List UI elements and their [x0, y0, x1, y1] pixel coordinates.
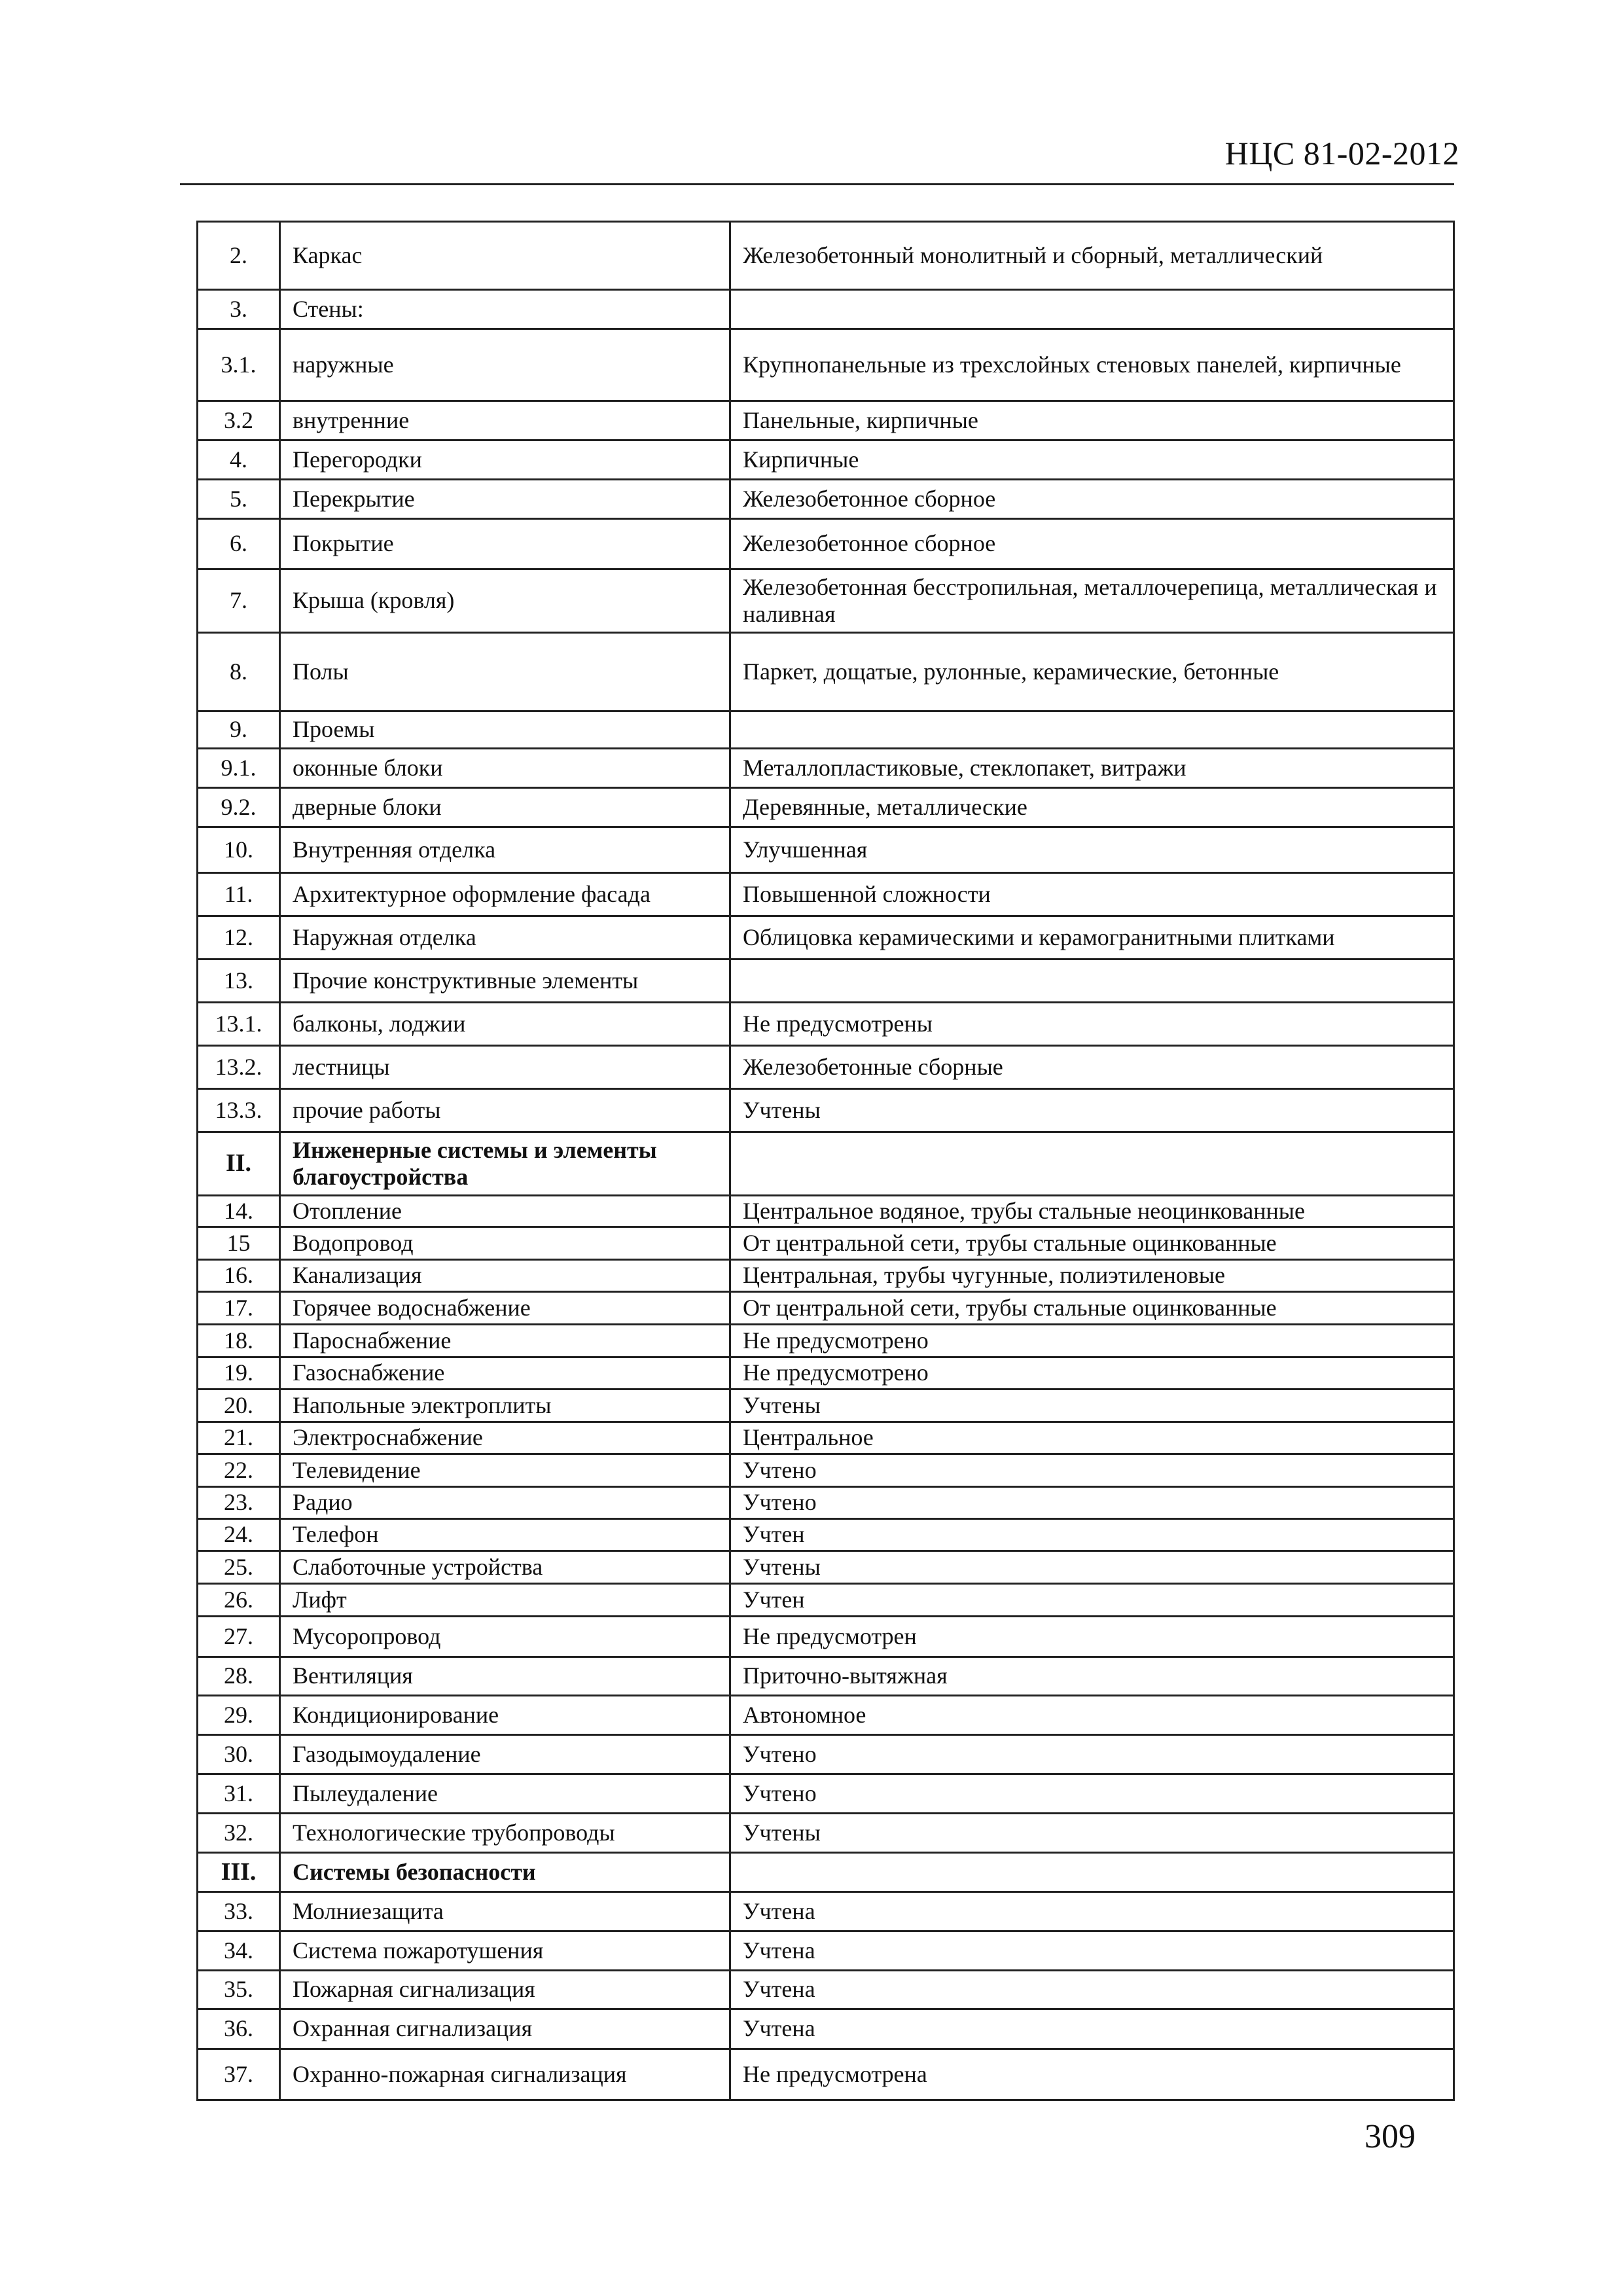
table-row	[198, 329, 1454, 401]
element-name: Телефон	[280, 1519, 730, 1551]
element-value: Панельные, кирпичные	[730, 401, 1454, 440]
element-name: Инженерные системы и элементы благоустройства	[280, 1132, 730, 1196]
table-row	[198, 440, 1454, 480]
element-value: Центральное водяное, трубы стальные неоцинкованные	[730, 1196, 1454, 1227]
element-name: Наружная отделка	[280, 916, 730, 960]
element-value: Не предусмотрено	[730, 1357, 1454, 1390]
table-row	[198, 1584, 1454, 1617]
element-name: Покрытие	[280, 519, 730, 569]
row-number: 5.	[198, 480, 280, 519]
table-row	[198, 1931, 1454, 1971]
table-row	[198, 711, 1454, 749]
element-value: Железобетонное сборное	[730, 480, 1454, 519]
element-name: Кондиционирование	[280, 1696, 730, 1735]
section-row	[198, 1132, 1454, 1196]
element-value: Учтено	[730, 1454, 1454, 1487]
table-row	[198, 960, 1454, 1003]
row-number: 9.2.	[198, 788, 280, 827]
element-value: Металлопластиковые, стеклопакет, витражи	[730, 749, 1454, 788]
row-number: 21.	[198, 1422, 280, 1454]
row-number: 25.	[198, 1551, 280, 1584]
table-row	[198, 633, 1454, 711]
element-value: Железобетонная бесстропильная, металлочерепица, металлическая и наливная	[730, 569, 1454, 633]
element-name: Газоснабжение	[280, 1357, 730, 1390]
element-value: Учтено	[730, 1735, 1454, 1774]
row-number: 22.	[198, 1454, 280, 1487]
element-value: Учтена	[730, 1931, 1454, 1971]
table-row	[198, 827, 1454, 873]
row-number: 3.	[198, 290, 280, 329]
row-number: 29.	[198, 1696, 280, 1735]
table-row	[198, 480, 1454, 519]
row-number: 10.	[198, 827, 280, 873]
table-row	[198, 2049, 1454, 2100]
element-name: Вентиляция	[280, 1657, 730, 1696]
element-name: Канализация	[280, 1260, 730, 1292]
row-number: 2.	[198, 222, 280, 290]
row-number: 19.	[198, 1357, 280, 1390]
element-name: Системы безопасности	[280, 1853, 730, 1892]
table-row	[198, 1292, 1454, 1325]
table-row	[198, 1774, 1454, 1814]
row-number: III.	[198, 1853, 280, 1892]
table-row	[198, 1260, 1454, 1292]
row-number: 18.	[198, 1325, 280, 1357]
row-number: 16.	[198, 1260, 280, 1292]
row-number: 7.	[198, 569, 280, 633]
table-row	[198, 1617, 1454, 1657]
row-number: 8.	[198, 633, 280, 711]
row-number: 6.	[198, 519, 280, 569]
element-value: Паркет, дощатые, рулонные, керамические, бетонные	[730, 633, 1454, 711]
element-name: дверные блоки	[280, 788, 730, 827]
element-value: Железобетонный монолитный и сборный, металлический	[730, 222, 1454, 290]
element-name: Пожарная сигнализация	[280, 1971, 730, 2009]
element-value: Не предусмотрено	[730, 1325, 1454, 1357]
table-row	[198, 222, 1454, 290]
element-name: Система пожаротушения	[280, 1931, 730, 1971]
row-number: 33.	[198, 1892, 280, 1931]
element-value: От центральной сети, трубы стальные оцинкованные	[730, 1292, 1454, 1325]
specification-table	[196, 221, 1455, 2101]
element-value: Повышенной сложности	[730, 873, 1454, 916]
element-value: Учтен	[730, 1519, 1454, 1551]
element-name: лестницы	[280, 1046, 730, 1089]
element-value: Учтен	[730, 1584, 1454, 1617]
element-value: Железобетонное сборное	[730, 519, 1454, 569]
element-value: Не предусмотрена	[730, 2049, 1454, 2100]
element-name: Каркас	[280, 222, 730, 290]
row-number: 13.3.	[198, 1089, 280, 1132]
element-name: Электроснабжение	[280, 1422, 730, 1454]
element-name: Архитектурное оформление фасада	[280, 873, 730, 916]
element-value	[730, 711, 1454, 749]
element-value: Не предусмотрены	[730, 1003, 1454, 1046]
table-row	[198, 916, 1454, 960]
element-name: балконы, лоджии	[280, 1003, 730, 1046]
element-value: Улучшенная	[730, 827, 1454, 873]
section-row	[198, 1853, 1454, 1892]
table-row	[198, 873, 1454, 916]
element-name: Охранно-пожарная сигнализация	[280, 2049, 730, 2100]
row-number: 15	[198, 1227, 280, 1260]
table-row	[198, 569, 1454, 633]
element-name: Перекрытие	[280, 480, 730, 519]
element-value: Учтены	[730, 1814, 1454, 1853]
element-value: Учтено	[730, 1487, 1454, 1519]
element-name: Перегородки	[280, 440, 730, 480]
row-number: 13.1.	[198, 1003, 280, 1046]
row-number: 34.	[198, 1931, 280, 1971]
element-name: Прочие конструктивные элементы	[280, 960, 730, 1003]
row-number: 37.	[198, 2049, 280, 2100]
element-name: Пароснабжение	[280, 1325, 730, 1357]
row-number: 27.	[198, 1617, 280, 1657]
row-number: 11.	[198, 873, 280, 916]
element-value: Облицовка керамическими и керамогранитными плитками	[730, 916, 1454, 960]
element-value: Не предусмотрен	[730, 1617, 1454, 1657]
element-name: Лифт	[280, 1584, 730, 1617]
table-row	[198, 788, 1454, 827]
row-number: 13.	[198, 960, 280, 1003]
table-row	[198, 1657, 1454, 1696]
element-value	[730, 290, 1454, 329]
row-number: 35.	[198, 1971, 280, 2009]
element-name: Напольные электроплиты	[280, 1390, 730, 1422]
element-name: Горячее водоснабжение	[280, 1292, 730, 1325]
element-value: Центральная, трубы чугунные, полиэтиленовые	[730, 1260, 1454, 1292]
element-value: Учтена	[730, 2009, 1454, 2049]
element-name: Водопровод	[280, 1227, 730, 1260]
table-row	[198, 1422, 1454, 1454]
element-value: Железобетонные сборные	[730, 1046, 1454, 1089]
row-number: 3.1.	[198, 329, 280, 401]
element-name: Крыша (кровля)	[280, 569, 730, 633]
row-number: 9.1.	[198, 749, 280, 788]
element-name: Внутренняя отделка	[280, 827, 730, 873]
element-name: Пылеудаление	[280, 1774, 730, 1814]
element-name: Технологические трубопроводы	[280, 1814, 730, 1853]
element-name: внутренние	[280, 401, 730, 440]
element-value	[730, 960, 1454, 1003]
table-row	[198, 290, 1454, 329]
element-value: Автономное	[730, 1696, 1454, 1735]
table-row	[198, 1003, 1454, 1046]
element-value: Приточно-вытяжная	[730, 1657, 1454, 1696]
element-value: Учтена	[730, 1971, 1454, 2009]
table-row	[198, 1487, 1454, 1519]
table-row	[198, 1227, 1454, 1260]
row-number: 9.	[198, 711, 280, 749]
table-row	[198, 1325, 1454, 1357]
element-name: наружные	[280, 329, 730, 401]
table-row	[198, 1735, 1454, 1774]
table-row	[198, 1519, 1454, 1551]
row-number: 14.	[198, 1196, 280, 1227]
row-number: 20.	[198, 1390, 280, 1422]
table-row	[198, 1454, 1454, 1487]
row-number: 26.	[198, 1584, 280, 1617]
table-row	[198, 1814, 1454, 1853]
element-value: Центральное	[730, 1422, 1454, 1454]
table-row	[198, 749, 1454, 788]
element-name: Телевидение	[280, 1454, 730, 1487]
table-row	[198, 519, 1454, 569]
table-row	[198, 1196, 1454, 1227]
element-value	[730, 1853, 1454, 1892]
element-value: Учтены	[730, 1089, 1454, 1132]
header-rule	[180, 183, 1454, 185]
element-name: Газодымоудаление	[280, 1735, 730, 1774]
row-number: 3.2	[198, 401, 280, 440]
document-code: НЦС 81-02-2012	[1224, 135, 1459, 171]
table-row	[198, 2009, 1454, 2049]
row-number: 32.	[198, 1814, 280, 1853]
row-number: 4.	[198, 440, 280, 480]
table-row	[198, 1892, 1454, 1931]
row-number: 24.	[198, 1519, 280, 1551]
element-name: Радио	[280, 1487, 730, 1519]
table-row	[198, 1971, 1454, 2009]
row-number: II.	[198, 1132, 280, 1196]
row-number: 23.	[198, 1487, 280, 1519]
element-name: Охранная сигнализация	[280, 2009, 730, 2049]
table-row	[198, 401, 1454, 440]
row-number: 30.	[198, 1735, 280, 1774]
element-value	[730, 1132, 1454, 1196]
element-value: Деревянные, металлические	[730, 788, 1454, 827]
element-name: оконные блоки	[280, 749, 730, 788]
row-number: 17.	[198, 1292, 280, 1325]
table-row	[198, 1357, 1454, 1390]
table-row	[198, 1390, 1454, 1422]
element-value: Учтены	[730, 1551, 1454, 1584]
table-row	[198, 1089, 1454, 1132]
table-row	[198, 1046, 1454, 1089]
table-row	[198, 1696, 1454, 1735]
element-name: Мусоропровод	[280, 1617, 730, 1657]
element-value: Крупнопанельные из трехслойных стеновых панелей, кирпичные	[730, 329, 1454, 401]
element-value: Учтена	[730, 1892, 1454, 1931]
row-number: 13.2.	[198, 1046, 280, 1089]
element-name: Отопление	[280, 1196, 730, 1227]
row-number: 12.	[198, 916, 280, 960]
element-name: Молниезащита	[280, 1892, 730, 1931]
element-value: Учтены	[730, 1390, 1454, 1422]
specification-table-body	[198, 222, 1454, 2100]
element-name: Слаботочные устройства	[280, 1551, 730, 1584]
row-number: 36.	[198, 2009, 280, 2049]
element-name: Стены:	[280, 290, 730, 329]
element-value: Учтено	[730, 1774, 1454, 1814]
table-row	[198, 1551, 1454, 1584]
row-number: 31.	[198, 1774, 280, 1814]
element-name: Полы	[280, 633, 730, 711]
element-name: Проемы	[280, 711, 730, 749]
page-number: 309	[1364, 2118, 1416, 2155]
element-value: От центральной сети, трубы стальные оцинкованные	[730, 1227, 1454, 1260]
element-name: прочие работы	[280, 1089, 730, 1132]
element-value: Кирпичные	[730, 440, 1454, 480]
row-number: 28.	[198, 1657, 280, 1696]
